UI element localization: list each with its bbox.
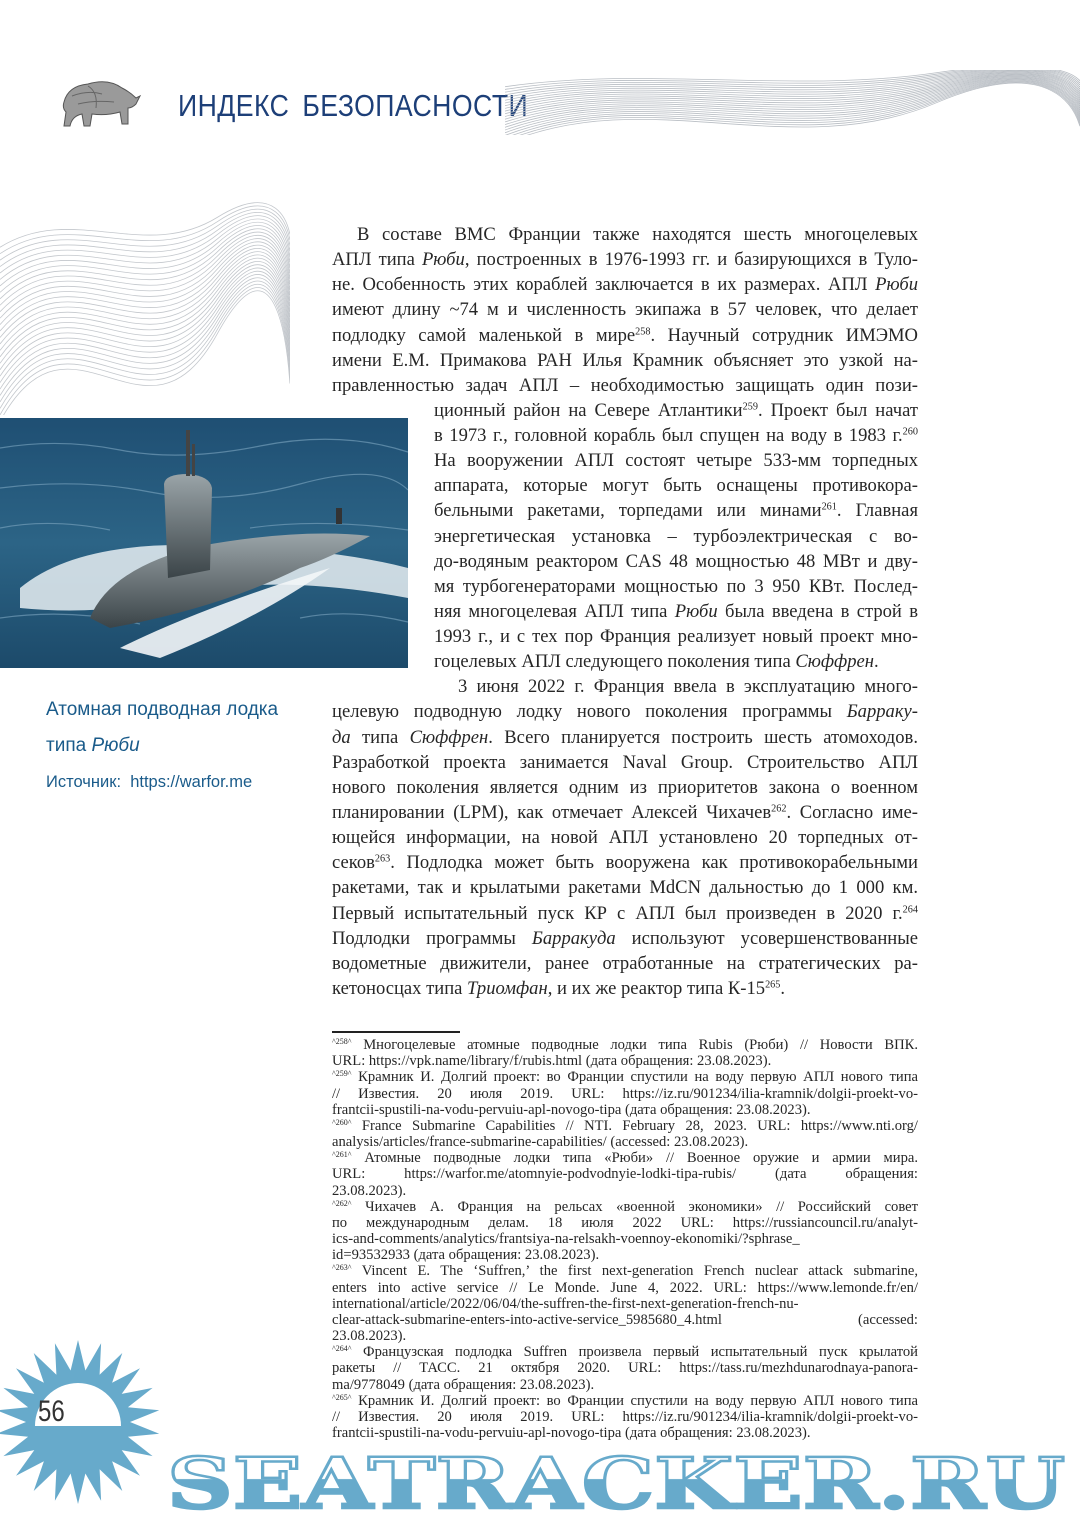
footnote-ref[interactable]: ^262^ <box>332 1198 352 1208</box>
footnote-ref[interactable]: ^259^ <box>332 1069 352 1079</box>
footnote-line: international/article/2022/06/04/the-suffren-the-first-next-generation-french-nu- <box>332 1295 799 1312</box>
body-text-line: водометные движители, ранее отработанные на стратегических ра- <box>332 952 918 974</box>
wave-line <box>0 288 290 415</box>
body-text-line: секов$^{263}$. Подлодка может быть вооружена как противокорабельными <box>332 852 918 874</box>
body-text-line: не. Особенность этих кораблей заключается в их размерах. АПЛ Рюби <box>332 274 918 296</box>
footnote-ref[interactable]: 259 <box>742 401 758 413</box>
wave-line <box>0 222 290 286</box>
decorative-waves-left <box>0 200 290 415</box>
caption-text: типа <box>46 735 92 756</box>
body-text-line: На вооружении АПЛ состоят четыре 533-мм торпедных <box>434 450 918 472</box>
source-label: Источник: <box>46 773 122 791</box>
footnote-line: ma/9778049 (дата обращения: 23.08.2023). <box>332 1376 595 1393</box>
body-text-line: 3 июня 2022 г. Франция ввела в эксплуатацию много- <box>458 676 918 698</box>
body-text-line: энергетическая установка – турбоэлектрическая с во- <box>434 525 918 547</box>
body-text-line: имени Е.М. Примакова РАН Илья Крамник объясняет это узкой на- <box>332 349 918 371</box>
body-text-line: подлодку самой маленькой в мире$^{258}$. Научный сотрудник ИМЭМО <box>332 324 918 346</box>
footnote-line: ics-and-comments/analytics/frantsiya-na-relsakh-voennoy-ekonomiki/?sphrase_ <box>332 1231 800 1248</box>
footnote-ref[interactable]: 264 <box>902 903 918 915</box>
body-text-line: кетоносцах типа Триомфан, и их же реактор типа $К-15^{265}$. <box>332 977 786 999</box>
body-text-line: ющейся информации, на новой АПЛ установлено 20 торпедных от- <box>332 827 918 849</box>
rhinoceros-logo <box>58 72 142 132</box>
italic-text: Триомфан <box>467 977 548 999</box>
footnote-line: id=93532933 (дата обращения: 23.08.2023). <box>332 1247 600 1264</box>
footnote-line: $^{\^{}261\^{}}$ Атомные подводные лодки типа «Рюби» // Военное оружие и армии мира. <box>332 1149 918 1167</box>
wave-line <box>0 255 290 351</box>
italic-text: Рюби <box>875 274 918 296</box>
body-text-line: Разработкой проекта занимается Naval Group. Строительство АПЛ <box>332 751 918 773</box>
body-text-line: АПЛ типа Рюби, построенных в 1976-1993 гг. и базирующихся в Туло- <box>332 249 918 271</box>
italic-text: Барракуда <box>531 927 616 949</box>
starburst-icon <box>0 1340 160 1510</box>
footnote-line: frantcii-spustili-na-vodu-pervuiu-apl-novogo-tipa (дата обращения: 23.08.2023). <box>332 1101 811 1118</box>
footnote-line: clear-attack-submarine-enters-into-active-service_5985680_4.html (accessed: <box>332 1311 918 1328</box>
body-text-line: аппарата, которые могут быть оснащены противокора- <box>434 475 918 497</box>
footnote-line: $^{\^{}265\^{}}$ Крамник И. Долгий проект: во Франции спустили на воду первую АПЛ нового типа <box>332 1392 918 1409</box>
caption-line-2 <box>46 728 278 764</box>
footnote-line: $^{\^{}262\^{}}$ Чихачев А. Франция на рельсах «военной экономики» // Российский совет <box>332 1198 918 1215</box>
footnote-line: 23.08.2023). <box>332 1182 407 1199</box>
footnote-line: frantcii-spustili-na-vodu-pervuiu-apl-novogo-tipa (дата обращения: 23.08.2023). <box>332 1425 811 1442</box>
footnote-line: $^{\^{}258\^{}}$ Многоцелевые атомные подводные лодки типа Rubis (Рюби) // Новости ВПК. <box>332 1036 918 1053</box>
footnote-line: 23.08.2023). <box>332 1328 407 1345</box>
body-text-line: планировании (LPM), как отмечает Алексей Чихачев$^{262}$. Согласно име- <box>332 801 918 823</box>
wave-line <box>0 206 290 254</box>
italic-text: Сюффрен <box>795 651 875 673</box>
photo-caption <box>46 692 278 764</box>
footnote-ref[interactable]: ^258^ <box>332 1036 352 1046</box>
body-text-line: целевую подводную лодку нового поколения программы Барраку- <box>332 701 918 723</box>
footnote-ref[interactable]: ^260^ <box>332 1117 352 1127</box>
footnote-ref[interactable]: 258 <box>635 325 651 337</box>
body-text-line: Первый испытательный пуск КР с АПЛ был произведен в 2020 г.$^{264}$ <box>332 902 918 924</box>
caption-line-1: Атомная подводная лодка <box>46 699 279 720</box>
body-text-line: да типа Сюффрен. Всего планируется построить шесть атомоходов. <box>332 726 918 748</box>
publication-title: ИНДЕКС БЕЗОПАСНОСТИ <box>178 88 529 123</box>
footnote-line: $^{\^{}259\^{}}$ Крамник И. Долгий проект: во Франции спустили на воду первую АПЛ нового типа <box>332 1069 918 1086</box>
footnote-ref[interactable]: ^265^ <box>332 1392 352 1402</box>
footnote-line: URL: https://warfor.me/atomnyie-podvodnyie-lodki-tipa-rubis/ (дата обращения: <box>332 1166 918 1183</box>
footnote-line: // Известия. 20 июля 2019. URL: https://iz.ru/901234/ilia-kramnik/dolgii-proekt-vo- <box>332 1408 918 1425</box>
footnote-line: // Известия. 20 июля 2019. URL: https://iz.ru/901234/ilia-kramnik/dolgii-proekt-vo- <box>332 1085 918 1102</box>
body-text-line: ракетами, так и крылатыми ракетами MdCN дальностью до 1 000 км. <box>332 877 918 899</box>
caption-italic: Рюби <box>91 735 140 756</box>
wave-line <box>0 226 290 293</box>
footnote-line: по международным делам. 18 июля 2022 URL: https://russiancouncil.ru/analyt- <box>332 1214 918 1231</box>
body-text-line: ционный район на Севере Атлантики$^{259}$. Проект был начат <box>434 399 918 421</box>
footnote-ref[interactable]: ^261^ <box>332 1149 352 1159</box>
italic-text: Сюффрен <box>409 726 489 748</box>
body-text-line: 1993 г., и с тех пор Франция реализует новый проект мно- <box>434 626 918 648</box>
footnote-ref[interactable]: ^263^ <box>332 1263 352 1273</box>
body-text-line: гоцелевых АПЛ следующего поколения типа Сюффрен. <box>434 651 879 673</box>
body-text-line: правленностью задач АПЛ – необходимостью защищать один пози- <box>332 374 918 396</box>
body-text-line: нового поколения является одним из приоритетов закона о военном <box>332 776 918 798</box>
body-text-line: бельными ракетами, торпедами или минами$^{261}$. Главная <box>434 500 918 522</box>
page-number: 56 <box>38 1395 65 1428</box>
watermark <box>165 1453 1070 1513</box>
photo-source <box>46 773 252 792</box>
source-link[interactable]: https://warfor.me <box>130 773 253 791</box>
footnote-ref[interactable]: 260 <box>902 426 918 438</box>
submarine-photo <box>0 418 408 668</box>
footnote-ref[interactable]: 261 <box>821 501 837 513</box>
footnote-ref[interactable]: 263 <box>374 853 391 865</box>
decorative-waves-header <box>505 70 1080 135</box>
body-text-line: мя турбогенераторами мощностью по 3 950 КВт. Послед- <box>434 575 918 597</box>
footnote-divider <box>332 1031 460 1033</box>
footnote-ref[interactable]: 265 <box>765 979 781 991</box>
footnote-line: $^{\^{}260\^{}}$ France Submarine Capabilities // NTI. February 28, 2023. URL: https://www.nti.org/ <box>332 1117 918 1134</box>
footnote-line: ракеты // ТАСС. 21 октября 2020. URL: https://tass.ru/mezhdunarodnaya-panora- <box>332 1360 918 1377</box>
wave-line <box>0 265 290 370</box>
wave-line <box>0 281 290 402</box>
footnote-line: enters into active service // Le Monde. June 4, 2022. URL: https://www.lemonde.fr/en/ <box>332 1279 918 1296</box>
body-text-line: В составе ВМС Франции также находятся шесть многоцелевых <box>357 224 918 245</box>
body-text-line: Подлодки программы Барракуда используют усовершенствованные <box>332 927 918 949</box>
footnote-ref[interactable]: ^264^ <box>332 1344 352 1353</box>
body-text-line: до-водяным реактором CAS 48 мощностью 48 МВт и дву- <box>434 550 918 572</box>
watermark-text: SEATRACKER.RU <box>167 1453 1065 1513</box>
footnote-line: $^{\^{}264\^{}}$ Французская подлодка Suffren произвела первый испытательный пуск крылатой <box>332 1344 918 1361</box>
italic-text: Рюби <box>674 600 718 622</box>
footnote-line: analysis/articles/france-submarine-capabilities/ (accessed: 23.08.2023). <box>332 1134 749 1151</box>
italic-text: Рюби <box>421 249 465 271</box>
body-text-line: няя многоцелевая АПЛ типа Рюби была введена в строй в <box>434 600 918 622</box>
body-text-line: имеют длину ~74 м и численность экипажа в 57 человек, что делает <box>332 299 918 321</box>
body-text-line: в 1973 г., головной корабль был спущен на воду в 1983 г.$^{260}$ <box>434 425 918 447</box>
footnote-line: $^{\^{}263\^{}}$ Vincent E. The ‘Suffren,’ the first next-generation French nuclear attack submarine, <box>332 1263 918 1280</box>
italic-text: Барраку- <box>846 701 918 723</box>
footnote-line: URL: https://vpk.name/library/f/rubis.html (дата обращения: 23.08.2023). <box>332 1053 772 1070</box>
italic-text: да <box>332 726 351 748</box>
footnote-ref[interactable]: 262 <box>771 803 787 815</box>
